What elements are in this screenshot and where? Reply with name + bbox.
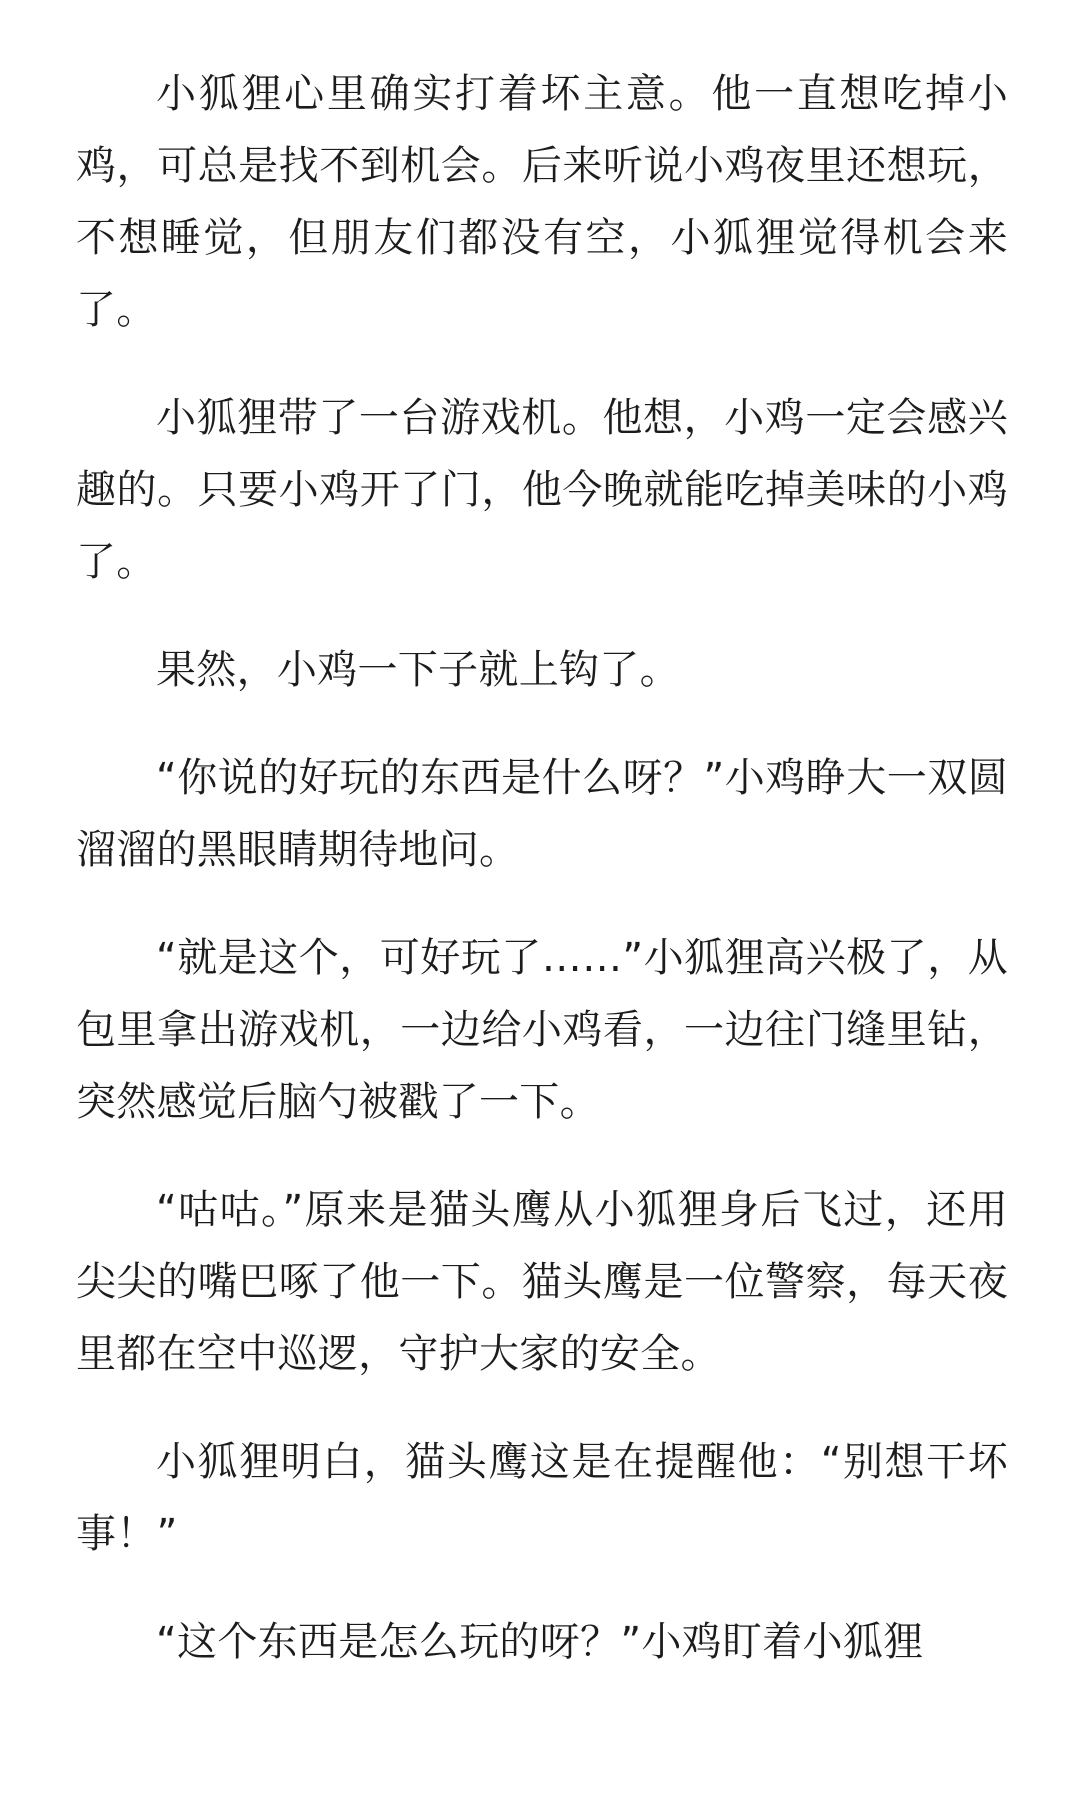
story-text [76,58,1008,1714]
paragraph: “这个东西是怎么玩的呀？”小鸡盯着小狐狸 [156,1619,924,1665]
paragraph: “你说的好玩的东西是什么呀？”小鸡睁大一双圆溜溜的黑眼睛期待地问。 [76,755,1008,873]
paragraph: 小狐狸心里确实打着坏主意。他一直想吃掉小鸡，可总是找不到机会。后来听说小鸡夜里还想玩，不想睡觉，但朋友们都没有空，小狐狸觉得机会来了。 [76,71,1008,333]
paragraph: 小狐狸带了一台游戏机。他想，小鸡一定会感兴趣的。只要小鸡开了门，他今晚就能吃掉美味的小鸡了。 [76,395,1008,585]
paragraph: “咕咕。”原来是猫头鹰从小狐狸身后飞过，还用尖尖的嘴巴啄了他一下。猫头鹰是一位警察，每天夜里都在空中巡逻，守护大家的安全。 [76,1187,1008,1377]
paragraph: 小狐狸明白，猫头鹰这是在提醒他：“别想干坏事！” [76,1439,1008,1557]
paragraph: 果然，小鸡一下子就上钩了。 [156,647,680,693]
paragraph: “就是这个，可好玩了……”小狐狸高兴极了，从包里拿出游戏机，一边给小鸡看，一边往门缝里钻，突然感觉后脑勺被戳了一下。 [76,935,1008,1125]
